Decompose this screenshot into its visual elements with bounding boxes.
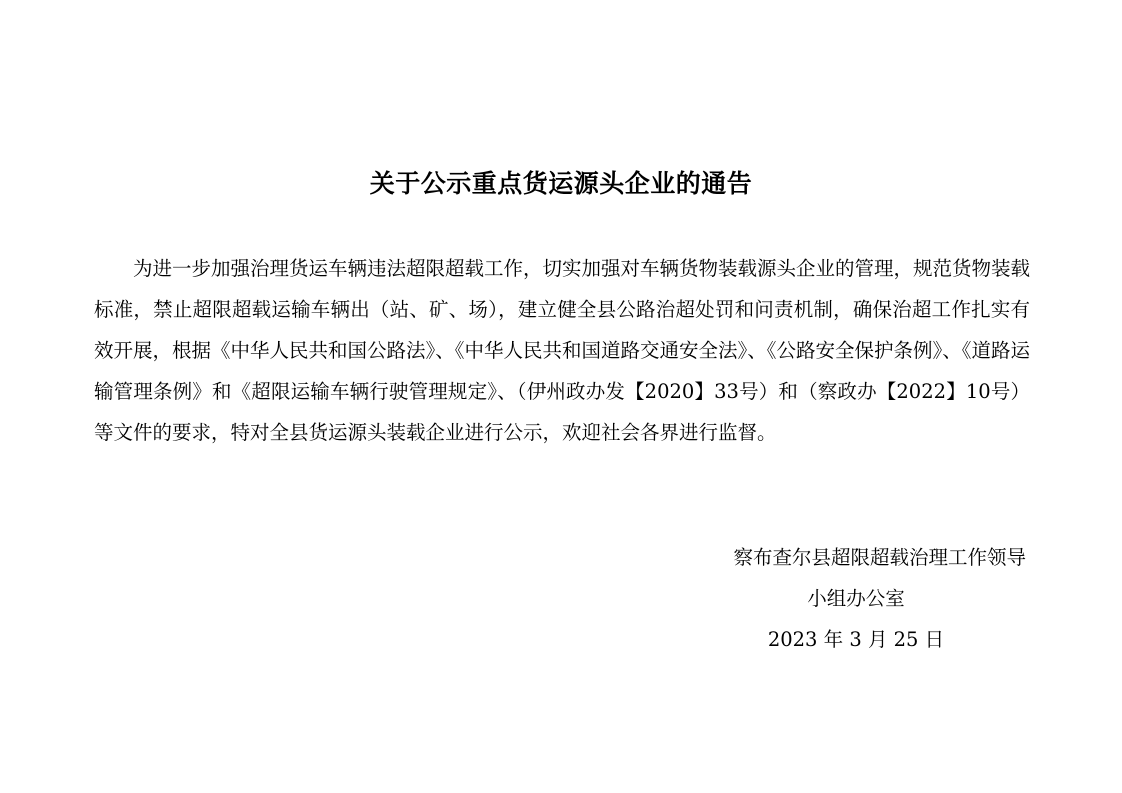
issuing-office-line-1: 察布查尔县超限超载治理工作领导 bbox=[733, 546, 1026, 569]
document-body-paragraph: 为进一步加强治理货运车辆违法超限超载工作，切实加强对车辆货物装载源头企业的管理，规范货物装载标准，禁止超限超载运输车辆出（站、矿、场），建立健全县公路治超处罚和问责机制，确保治超工作扎实有效开展，根据《中华人民共和国公路法》、《中华人民共和国道路交通安全法》、《公路安全保护条例》、《道路运输管理条例》和《超限运输车辆行驶管理规定》、（伊州政办发【2020】33号）和（察政办【2022】10号）等文件的要求，特对全县货运源头装载企业进行公示，欢迎社会各界进行监督。 bbox=[94, 257, 1031, 444]
issue-date: 2023 年 3 月 25 日 bbox=[767, 628, 945, 651]
document-title: 关于公示重点货运源头企业的通告 bbox=[369, 169, 753, 198]
issuing-office-line-2: 小组办公室 bbox=[807, 587, 905, 610]
signature-block bbox=[686, 537, 1026, 660]
